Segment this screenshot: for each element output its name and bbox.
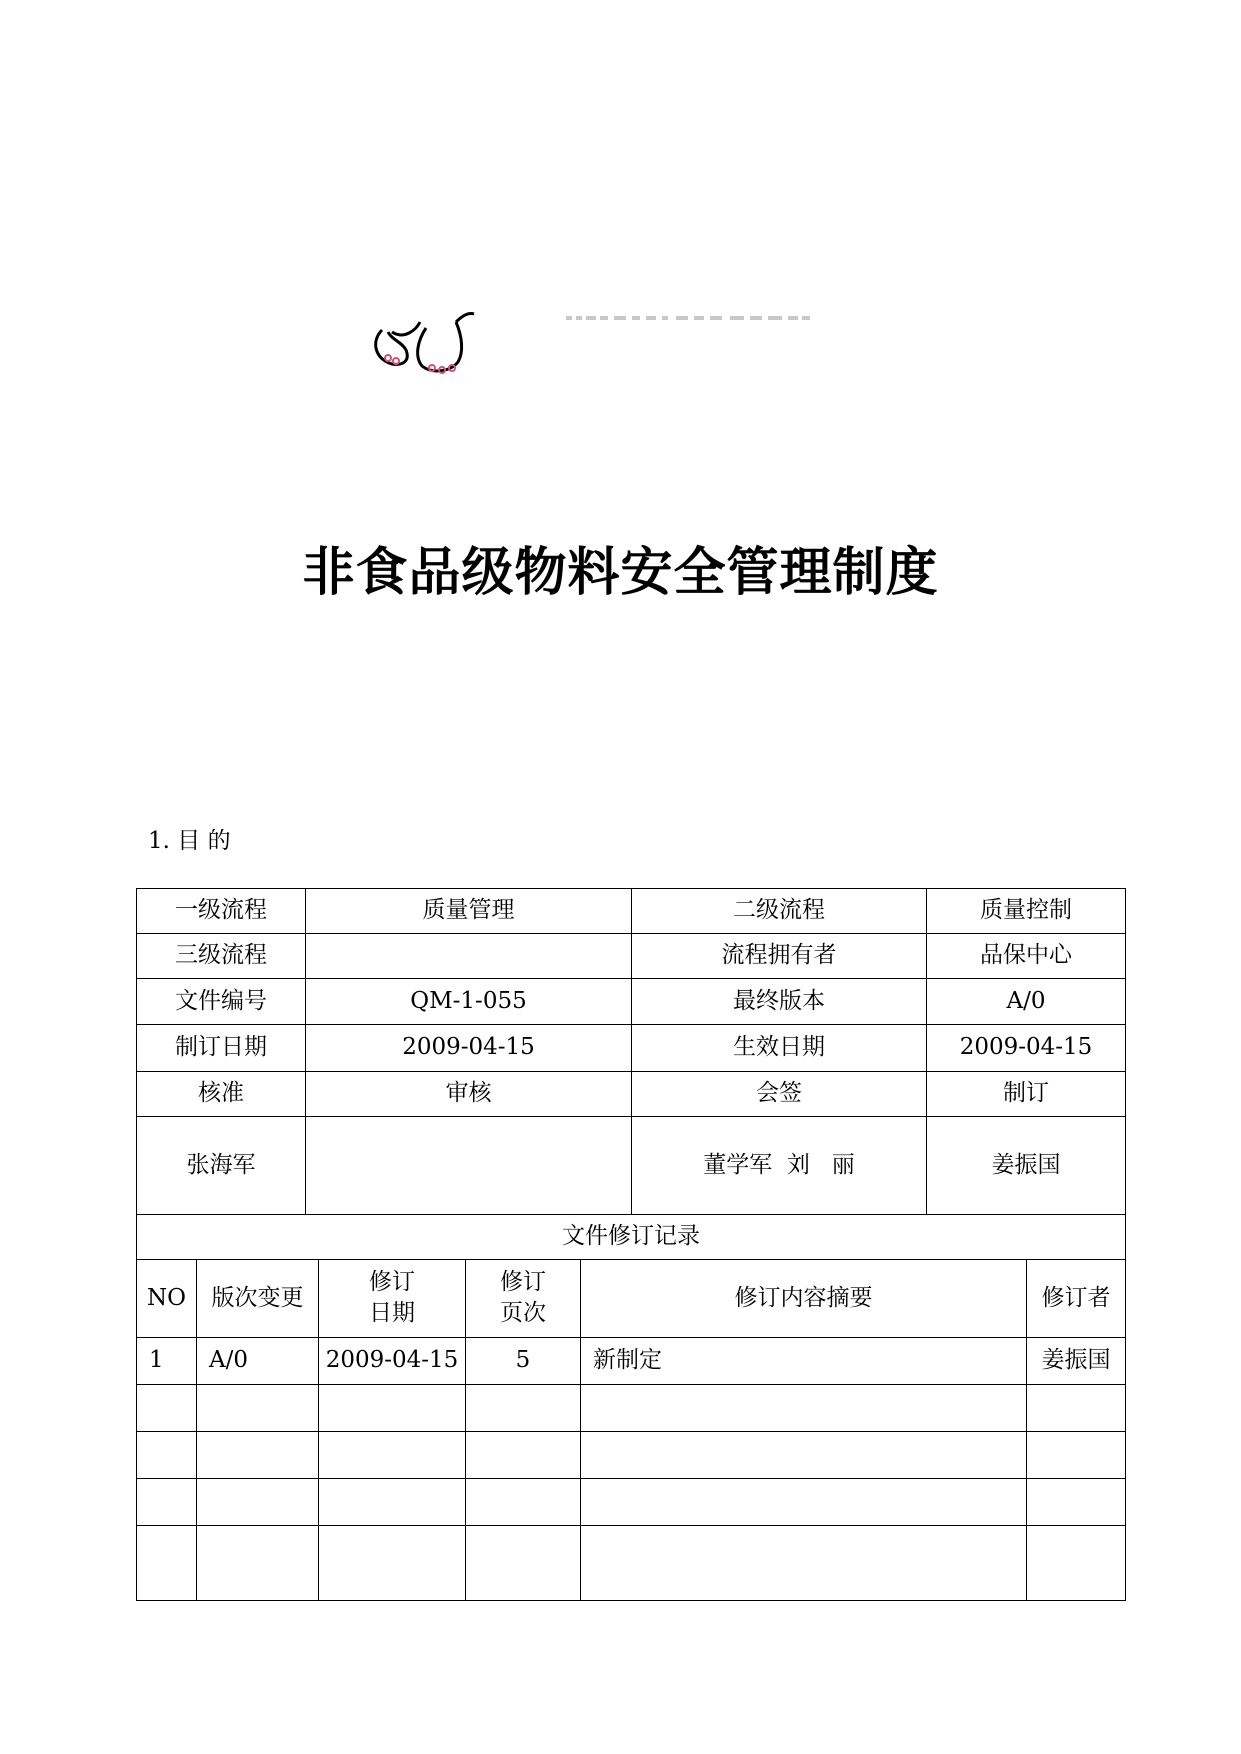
table-cell [197,1431,319,1478]
table-cell: 会签 [632,1072,927,1117]
revision-section-title: 文件修订记录 [137,1215,1126,1260]
table-cell: 姜振国 [927,1117,1126,1215]
table-row [137,1478,1126,1525]
table-cell [581,1478,1027,1525]
table-cell [197,1478,319,1525]
table-cell [306,934,632,979]
table-cell [1027,1478,1126,1525]
section-heading: 1. 目 的 [148,828,231,854]
table-row [137,889,1126,934]
table-cell: 二级流程 [632,889,927,934]
info-table [136,888,1126,1260]
table-cell [581,1431,1027,1478]
table-cell [319,1431,466,1478]
table-row [137,1431,1126,1478]
table-cell: 三级流程 [137,934,306,979]
document-title: 非食品级物料安全管理制度 [302,543,939,603]
table-cell [1027,1431,1126,1478]
header-revision-page: 修订 页次 [466,1260,581,1337]
revision-table [136,1260,1126,1601]
table-row [137,1117,1126,1215]
table-cell: 2009-04-15 [306,1025,632,1072]
table-row [137,979,1126,1025]
table-cell [137,1478,197,1525]
table-cell [319,1525,466,1600]
table-cell: 质量管理 [306,889,632,934]
table-cell: 核准 [137,1072,306,1117]
table-row [137,1525,1126,1600]
table-cell: 生效日期 [632,1025,927,1072]
table-row [137,1384,1126,1431]
table-cell: QM-1-055 [306,979,632,1025]
table-cell: 新制定 [581,1337,1027,1384]
header-no: NO [137,1260,197,1337]
table-cell: 质量控制 [927,889,1126,934]
table-cell: 2009-04-15 [319,1337,466,1384]
table-cell [197,1525,319,1600]
table-cell: 姜振国 [1027,1337,1126,1384]
table-header-row [137,1260,1126,1337]
table-cell [137,1525,197,1600]
table-cell [137,1431,197,1478]
table-cell: 制订日期 [137,1025,306,1072]
table-cell [581,1525,1027,1600]
table-row [137,1025,1126,1072]
table-cell [319,1478,466,1525]
table-cell [466,1478,581,1525]
table-cell: 最终版本 [632,979,927,1025]
table-cell: 张海军 [137,1117,306,1215]
table-cell: 文件编号 [137,979,306,1025]
header-version-change: 版次变更 [197,1260,319,1337]
table-cell: 1 [137,1337,197,1384]
table-cell: 董学军 刘 丽 [632,1117,927,1215]
table-cell [319,1384,466,1431]
table-cell: 品保中心 [927,934,1126,979]
table-row [137,934,1126,979]
table-cell [1027,1525,1126,1600]
table-cell [197,1384,319,1431]
table-cell [466,1431,581,1478]
table-cell: 流程拥有者 [632,934,927,979]
header-revision-date: 修订 日期 [319,1260,466,1337]
table-row [137,1215,1126,1260]
table-cell: 5 [466,1337,581,1384]
table-cell [1027,1384,1126,1431]
table-cell: 一级流程 [137,889,306,934]
table-cell: 审核 [306,1072,632,1117]
table-row [137,1337,1126,1384]
table-cell [581,1384,1027,1431]
table-cell: 2009-04-15 [927,1025,1126,1072]
table-cell: A/0 [927,979,1126,1025]
table-row [137,1072,1126,1117]
table-cell: A/0 [197,1337,319,1384]
mascot-feet-logo [370,300,890,380]
table-cell [466,1384,581,1431]
table-cell [306,1117,632,1215]
table-cell [466,1525,581,1600]
header-reviser: 修订者 [1027,1260,1126,1337]
header-revision-summary: 修订内容摘要 [581,1260,1027,1337]
table-cell [137,1384,197,1431]
table-cell: 制订 [927,1072,1126,1117]
